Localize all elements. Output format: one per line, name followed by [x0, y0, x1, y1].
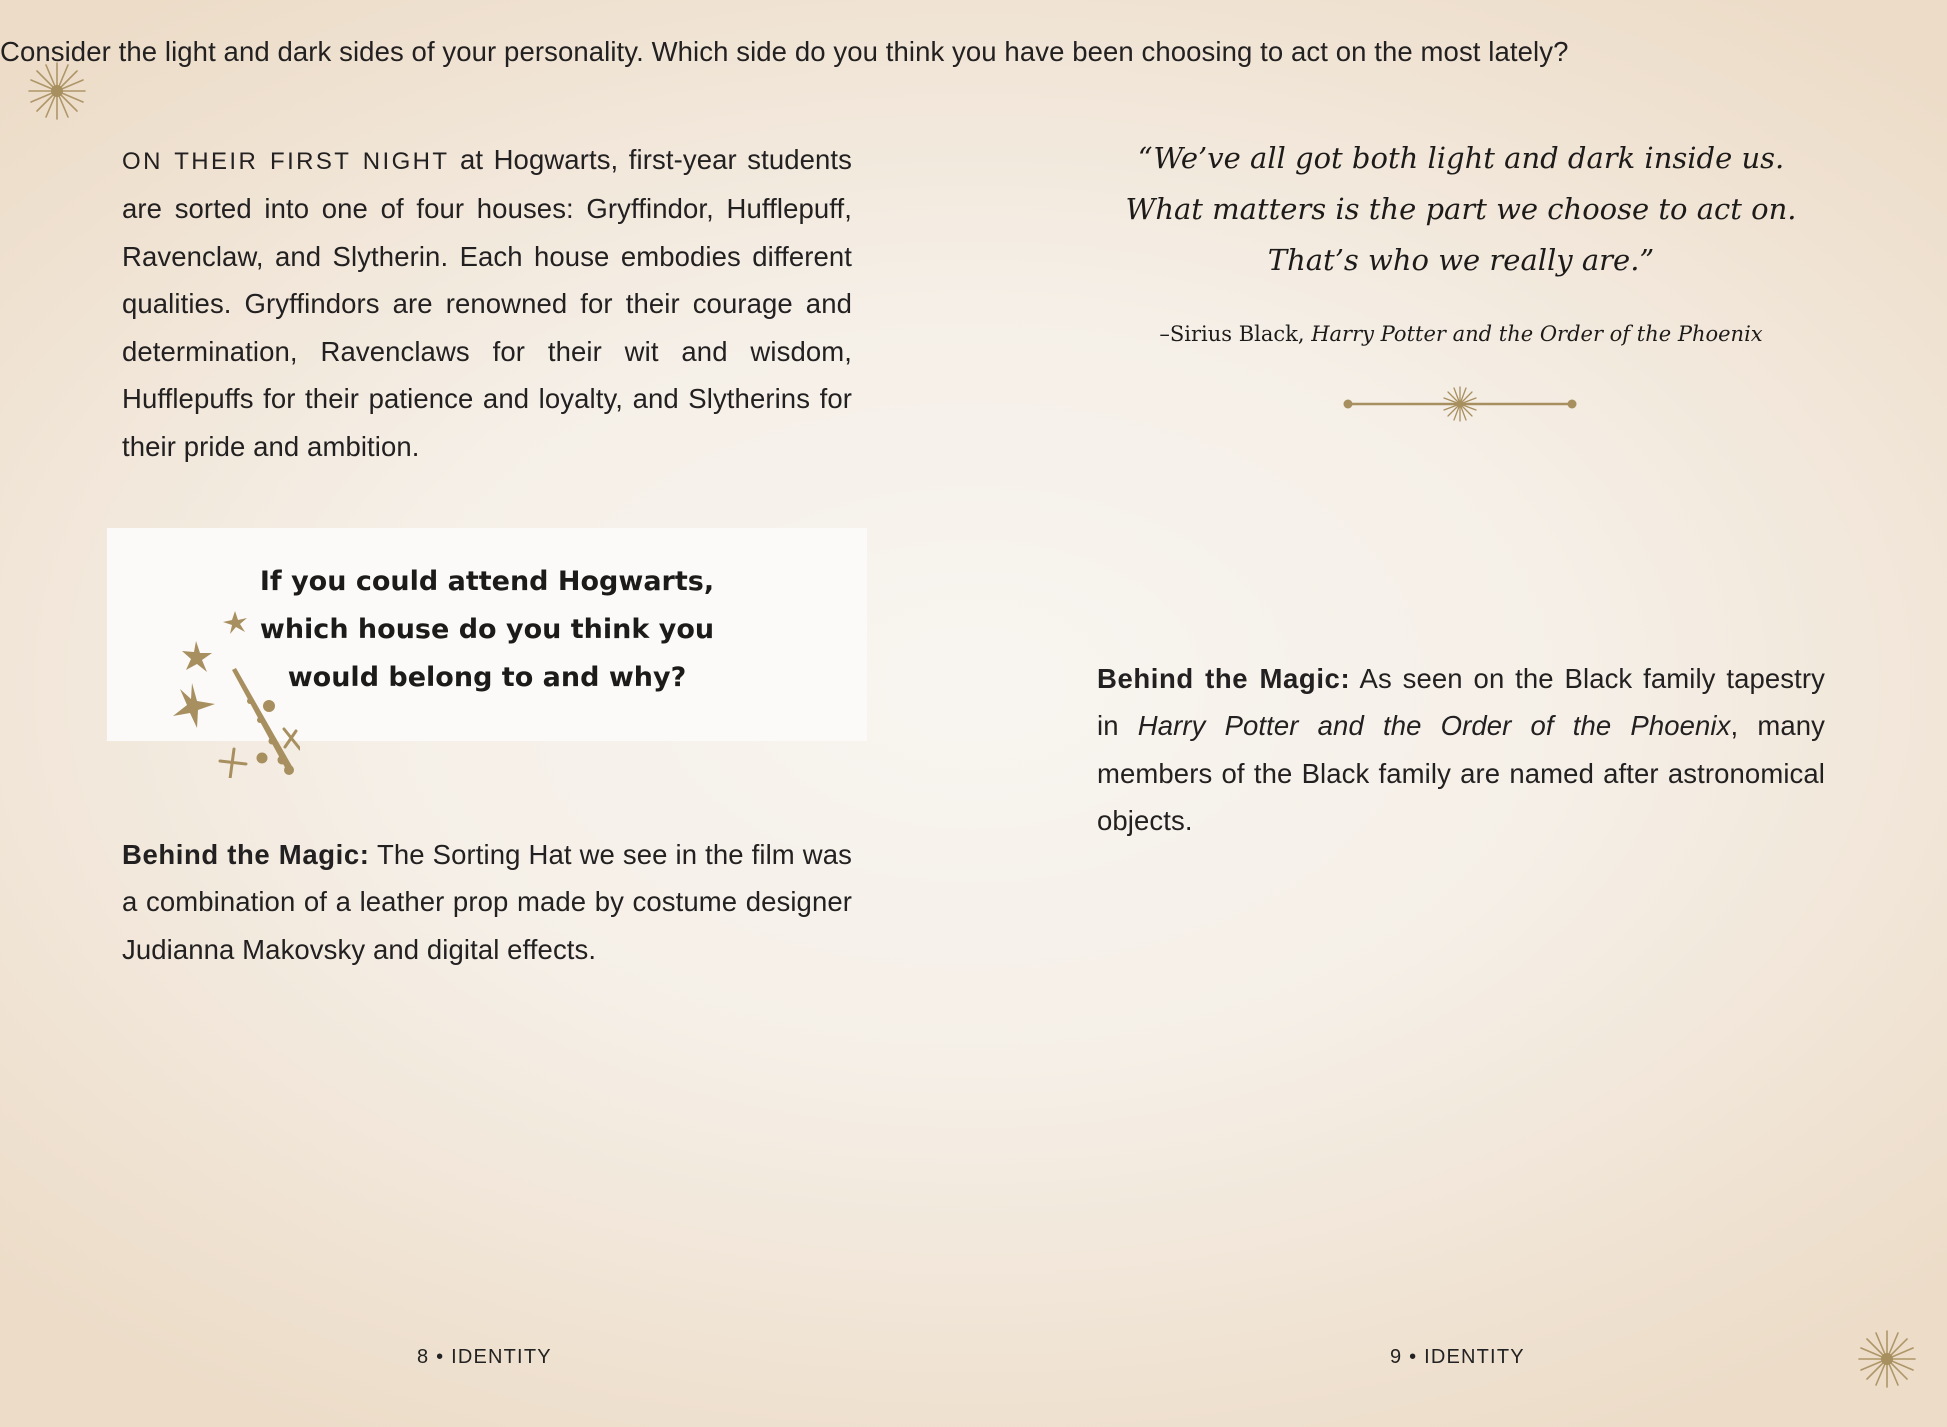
starburst-divider-icon [1340, 386, 1580, 422]
behind-the-magic-label: Behind the Magic: [122, 838, 370, 870]
intro-lead-smallcaps: ON THEIR FIRST NIGHT [122, 147, 450, 175]
callout-line: If you could attend Hogwarts, [259, 565, 715, 597]
callout-line: would belong to and why? [287, 661, 687, 693]
quote-line: That’s who we really are.” [1267, 242, 1655, 277]
behind-the-magic-paragraph [1097, 655, 1825, 845]
behind-the-magic-text: The Sorting Hat we see in the film was a combination of a leather prop made by costume designer Judianna Makovsky and digital effects. [122, 838, 853, 965]
section-name: IDENTITY [1424, 1345, 1525, 1368]
quote-attribution [1097, 322, 1825, 346]
quote-line: “We’ve all got both light and dark inside us. [1137, 140, 1785, 175]
starburst-icon [22, 56, 92, 126]
footer-separator: • [1409, 1345, 1418, 1368]
footer-separator: • [436, 1345, 445, 1368]
page-number: 9 [1390, 1345, 1403, 1368]
behind-the-magic-label: Behind the Magic: [1097, 662, 1351, 694]
page-number: 8 [417, 1345, 430, 1368]
book-title: Harry Potter and the Order of the Phoenix [1137, 710, 1731, 741]
callout-line: which house do you think you [259, 613, 715, 645]
behind-the-magic-paragraph [122, 831, 852, 974]
section-name: IDENTITY [451, 1345, 552, 1368]
intro-paragraph [122, 136, 852, 471]
quote-line: What matters is the part we choose to act on. [1125, 191, 1797, 226]
behind-the-magic-text: As seen on the Black family tapestry in [1097, 662, 1825, 741]
reflection-prompt: Consider the light and dark sides of your personality. Which side do you think you have been choosing to act on the most lately? [0, 35, 1569, 67]
left-page [0, 28, 973, 1427]
epigraph-quote [1097, 133, 1825, 286]
starburst-icon [1852, 1324, 1922, 1394]
attribution-speaker: –Sirius Black, [1159, 321, 1312, 346]
behind-the-magic-text-end: , many members of the Black family are named after astronomical objects. [1097, 710, 1825, 836]
page-footer [417, 1346, 552, 1369]
attribution-source: Harry Potter and the Order of the Phoenix [1311, 321, 1763, 346]
page-footer [1390, 1346, 1525, 1369]
wand-with-sparkles-icon [170, 603, 300, 778]
intro-text: at Hogwarts, first-year students are sorted into one of four houses: Gryffindor, Hufflepuff, Ravenclaw, and Slytherin. Each house embodies different qualities. Gryffindors are renowned for their courage and determination, Ravenclaws for their wit and wisdom, Hufflepuffs for their patience and loyalty, and Slytherins for their pride and ambition. [122, 143, 853, 462]
